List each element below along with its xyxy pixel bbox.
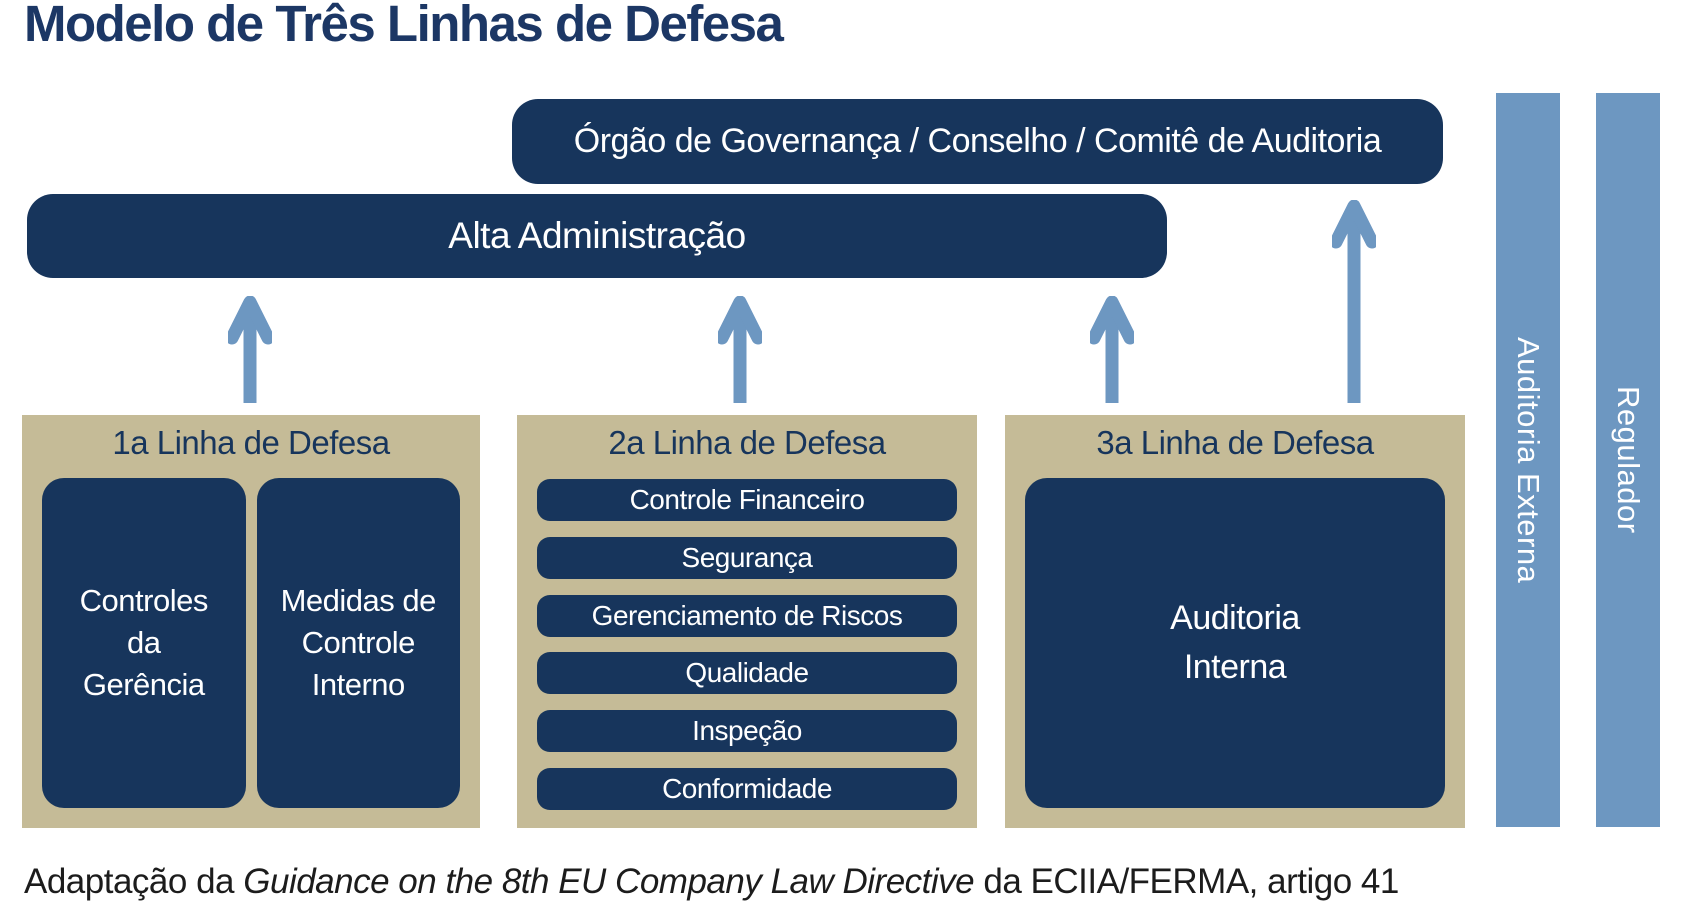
risk-management-label: Gerenciamento de Riscos xyxy=(591,600,903,631)
column-first-line xyxy=(22,415,480,828)
column-second-line-header: 2a Linha de Defesa xyxy=(608,424,886,461)
senior-management-box xyxy=(27,194,1167,278)
regulator-bar xyxy=(1596,93,1660,827)
caption-suffix: da ECIIA/FERMA, artigo 41 xyxy=(974,862,1399,901)
security-bar xyxy=(537,537,957,579)
up-arrow-icon-line1 xyxy=(228,296,272,403)
caption-italic-title: Guidance on the 8th EU Company Law Directive xyxy=(243,862,975,901)
internal-audit-label: Auditoria Interna xyxy=(1170,598,1300,686)
quality-label: Qualidade xyxy=(685,657,809,688)
financial-control-bar xyxy=(537,479,957,521)
column-third-line xyxy=(1005,415,1465,828)
senior-management-label: Alta Administração xyxy=(448,215,746,256)
external-audit-bar xyxy=(1496,93,1560,827)
up-arrow-icon-governance xyxy=(1332,200,1376,403)
column-first-line-header: 1a Linha de Defesa xyxy=(112,424,390,461)
regulator-label: Regulador xyxy=(1611,386,1646,534)
management-controls-label: Controles da Gerência xyxy=(79,583,208,702)
security-label: Segurança xyxy=(681,542,813,573)
column-first-line-boxes xyxy=(42,478,460,808)
internal-audit-box xyxy=(1025,478,1445,808)
risk-management-bar xyxy=(537,595,957,637)
column-third-line-header: 3a Linha de Defesa xyxy=(1096,424,1374,461)
internal-control-measures-box xyxy=(257,478,461,808)
caption-prefix: Adaptação da xyxy=(24,862,244,901)
column-second-line xyxy=(517,415,977,828)
compliance-bar xyxy=(537,768,957,810)
financial-control-label: Controle Financeiro xyxy=(629,484,865,515)
governance-board-label: Órgão de Governança / Conselho / Comitê de Auditoria xyxy=(573,122,1382,160)
source-caption xyxy=(24,862,1399,902)
inspection-label: Inspeção xyxy=(692,715,802,746)
compliance-label: Conformidade xyxy=(662,773,832,804)
inspection-bar xyxy=(537,710,957,752)
quality-bar xyxy=(537,652,957,694)
page-title: Modelo de Três Linhas de Defesa xyxy=(24,0,783,52)
up-arrow-icon-line3 xyxy=(1090,296,1134,403)
management-controls-box xyxy=(42,478,246,808)
governance-board-box xyxy=(512,99,1443,184)
external-audit-label: Auditoria Externa xyxy=(1511,336,1546,584)
up-arrow-icon-line2 xyxy=(718,296,762,403)
internal-control-measures-label: Medidas de Controle Interno xyxy=(280,583,436,702)
